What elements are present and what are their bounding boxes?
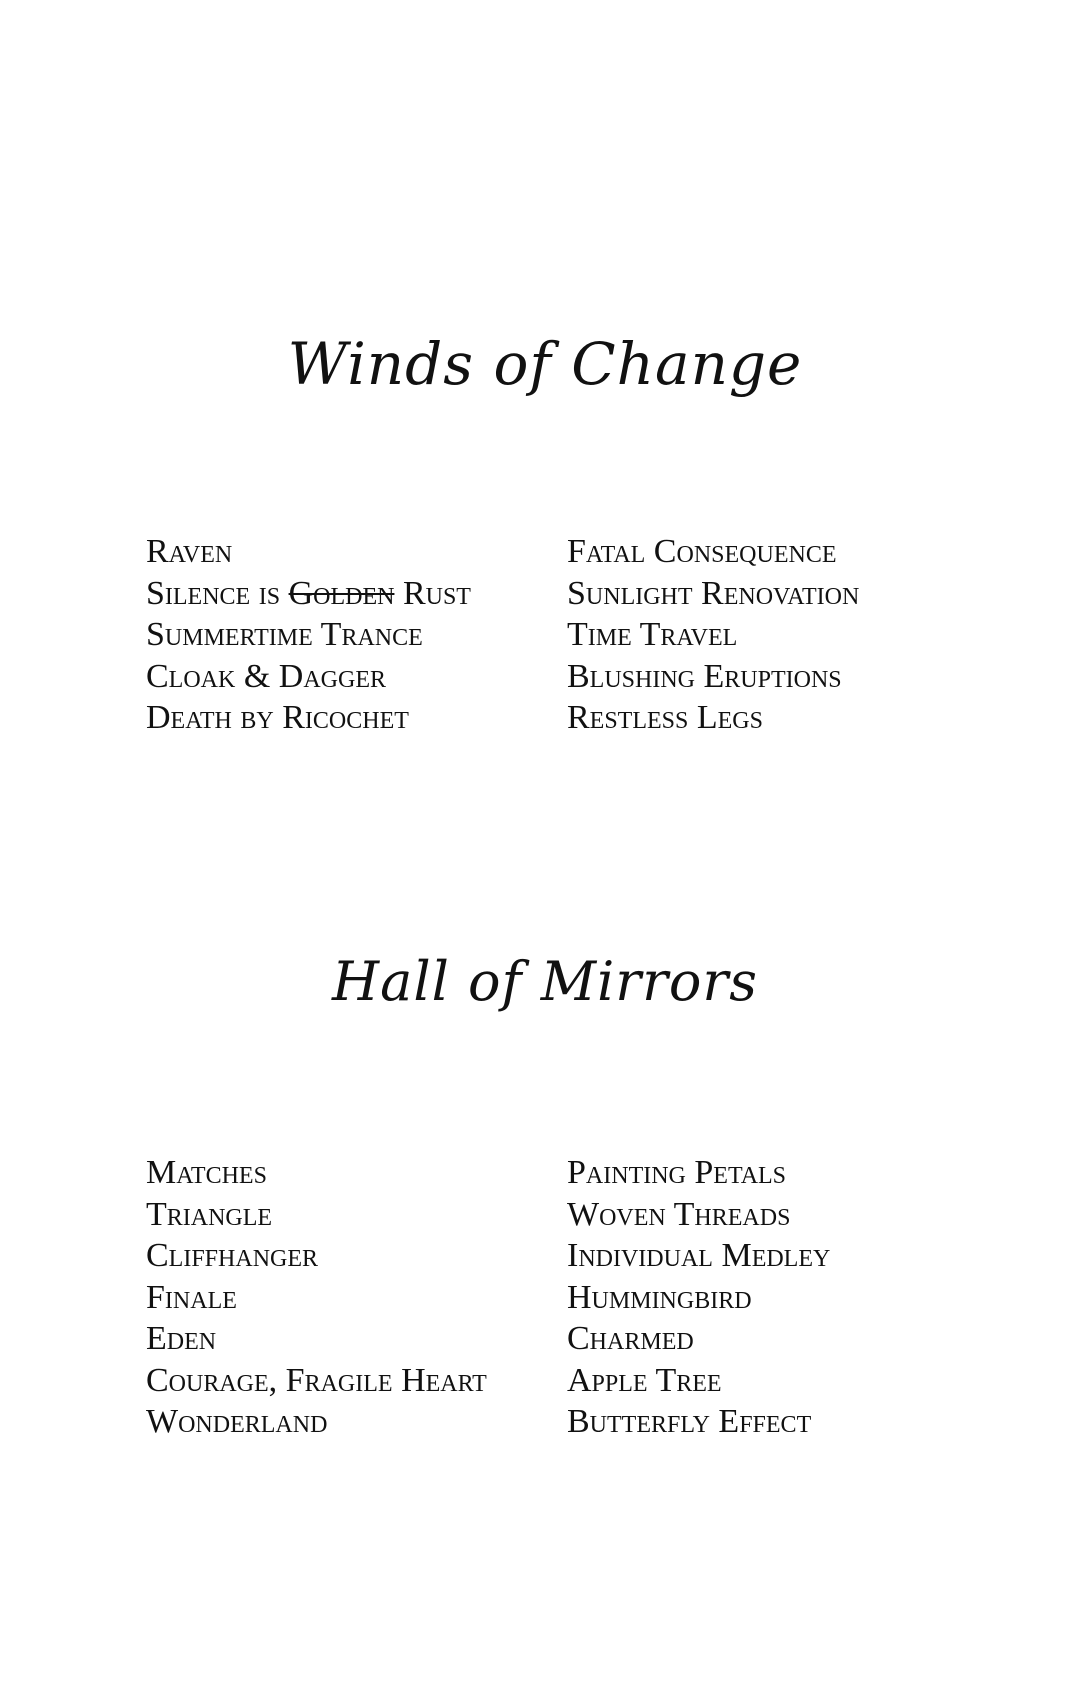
list-item: Hummingbird	[567, 1278, 752, 1316]
list-item: Woven Threads	[567, 1195, 791, 1233]
list-item: Finale	[146, 1278, 237, 1316]
track-list-left	[146, 531, 471, 739]
list-item-prefix: Silence is	[146, 574, 281, 612]
list-item: Cliffhanger	[146, 1237, 319, 1274]
list-item: Triangle	[146, 1195, 273, 1233]
list-item: Raven	[146, 533, 233, 570]
list-item: Painting Petals	[567, 1154, 787, 1191]
track-list-right	[567, 531, 859, 739]
list-item: Apple Tree	[567, 1361, 722, 1399]
section-title-hall-of-mirrors: Hall of Mirrors	[332, 950, 758, 1013]
list-item: Restless Legs	[567, 699, 763, 736]
list-item-suffix: Rust	[402, 574, 471, 612]
list-item: Eden	[146, 1320, 217, 1357]
list-item: Courage, Fragile Heart	[146, 1361, 487, 1399]
list-item	[146, 573, 471, 615]
list-item: Sunlight Renovation	[567, 574, 860, 612]
list-item: Cloak & Dagger	[146, 657, 386, 695]
list-item: Individual Medley	[567, 1237, 831, 1274]
track-list-right	[567, 1152, 830, 1443]
list-item: Matches	[146, 1154, 267, 1191]
track-list-left	[146, 1152, 487, 1443]
list-item: Wonderland	[146, 1403, 328, 1440]
section-title-winds-of-change: Winds of Change	[287, 330, 803, 398]
list-item: Time Travel	[567, 616, 738, 653]
list-item: Fatal Consequence	[567, 533, 837, 570]
struck-word: Golden	[288, 574, 395, 612]
list-item: Summertime Trance	[146, 616, 423, 653]
list-item: Charmed	[567, 1320, 694, 1357]
list-item: Death by Ricochet	[146, 699, 409, 736]
list-item: Butterfly Effect	[567, 1403, 812, 1440]
list-item: Blushing Eruptions	[567, 657, 842, 695]
